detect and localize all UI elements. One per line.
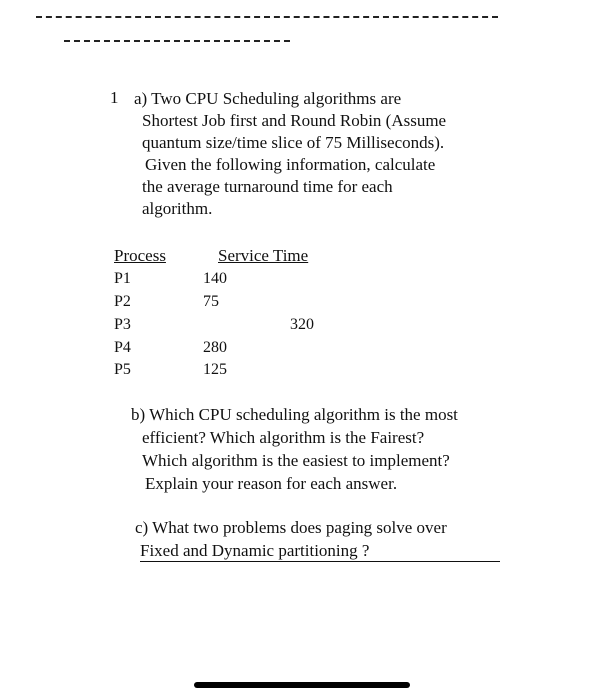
table-header-process: Process (114, 246, 166, 265)
table-cell-process: P1 (114, 270, 131, 287)
home-indicator-bar[interactable] (194, 682, 410, 688)
table-cell-service: 320 (290, 316, 314, 333)
table-cell-service: 125 (203, 361, 227, 378)
table-cell-process: P3 (114, 316, 131, 333)
dashed-separator-top (36, 16, 498, 18)
question-b-line: efficient? Which algorithm is the Fairest? (142, 428, 425, 447)
question-c-line: Fixed and Dynamic partitioning ? (140, 541, 370, 560)
question-1a-line: Shortest Job first and Round Robin (Assume (142, 111, 447, 130)
table-cell-process: P4 (114, 339, 131, 356)
table-header-service-time: Service Time (218, 246, 309, 265)
table-cell-service: 280 (203, 339, 227, 356)
dashed-separator-short (64, 40, 290, 42)
question-1a-line: Given the following information, calculate (145, 155, 436, 174)
table-cell-service: 75 (203, 293, 219, 310)
question-c-text (135, 516, 447, 562)
question-b-line: Explain your reason for each answer. (145, 474, 398, 493)
question-1a-line: quantum size/time slice of 75 Milliseconds). (142, 133, 445, 152)
question-c-underline (140, 561, 500, 562)
question-1a-line: algorithm. (142, 199, 213, 218)
question-1a-text (134, 88, 446, 220)
question-b-line: Which algorithm is the easiest to implement? (142, 451, 450, 470)
question-b-line: b) Which CPU scheduling algorithm is the most (131, 405, 458, 424)
question-1a-line: the average turnaround time for each (142, 177, 393, 196)
table-cell-service: 140 (203, 270, 227, 287)
question-number: 1 (110, 88, 119, 107)
table-cell-process: P5 (114, 361, 131, 378)
question-1a-line: a) Two CPU Scheduling algorithms are (134, 89, 402, 108)
table-cell-process: P2 (114, 293, 131, 310)
question-c-line: c) What two problems does paging solve over (135, 518, 447, 537)
question-b-text (131, 403, 458, 495)
